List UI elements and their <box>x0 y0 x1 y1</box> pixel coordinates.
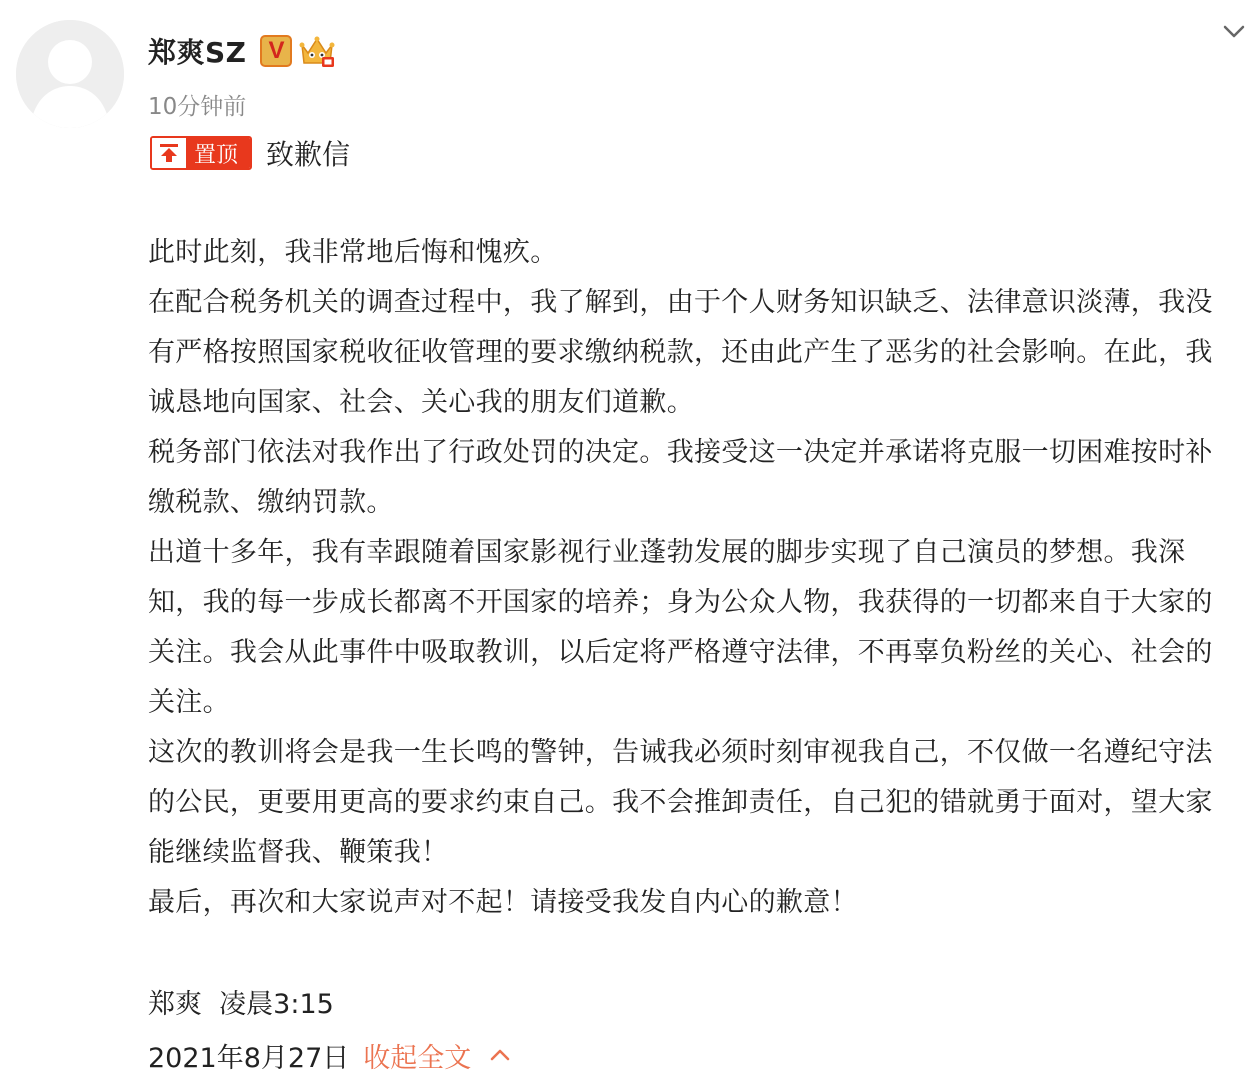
post-paragraph: 此时此刻，我非常地后悔和愧疚。 <box>148 237 558 268</box>
post-body <box>148 228 1233 928</box>
member-crown-icon[interactable] <box>298 33 336 69</box>
chevron-up-icon <box>489 1047 511 1063</box>
post-paragraph: 最后，再次和大家说声对不起！请接受我发自内心的歉意！ <box>148 887 858 918</box>
post-title-row <box>150 134 350 172</box>
verified-v-icon[interactable]: V <box>260 35 292 67</box>
collapse-full-text-button[interactable] <box>363 1036 511 1075</box>
post-paragraph: 在配合税务机关的调查过程中，我了解到，由于个人财务知识缺乏、法律意识淡薄，我没有严格按照国家税收征收管理的要求缴纳税款，还由此产生了恶劣的社会影响。在此，我诚恳地向国家、社会、关心我的朋友们道歉。 <box>148 287 1213 418</box>
post-signature: 郑爽 凌晨3:15 <box>148 989 334 1020</box>
post-date-row <box>148 1030 511 1080</box>
post-timestamp[interactable]: 10分钟前 <box>148 94 247 120</box>
chevron-down-icon[interactable] <box>1222 22 1246 42</box>
avatar-placeholder-icon <box>16 20 124 128</box>
post-date: 2021年8月27日 <box>148 1042 350 1074</box>
pin-top-icon <box>152 138 186 168</box>
post-title: 致歉信 <box>266 138 351 171</box>
pinned-badge <box>150 136 252 170</box>
username-row <box>148 28 336 74</box>
username[interactable]: 郑爽SZ <box>148 36 247 69</box>
pinned-label: 置顶 <box>186 138 250 168</box>
avatar[interactable] <box>16 20 124 128</box>
post-paragraph: 这次的教训将会是我一生长鸣的警钟，告诫我必须时刻审视我自己，不仅做一名遵纪守法的公民，更要用更高的要求约束自己。我不会推卸责任，自己犯的错就勇于面对，望大家能继续监督我、鞭策我！ <box>148 737 1213 868</box>
post-paragraph: 出道十多年，我有幸跟随着国家影视行业蓬勃发展的脚步实现了自己演员的梦想。我深知，我的每一步成长都离不开国家的培养；身为公众人物，我获得的一切都来自于大家的关注。我会从此事件中吸取教训，以后定将严格遵守法律，不再辜负粉丝的关心、社会的关注。 <box>148 537 1213 718</box>
collapse-label: 收起全文 <box>363 1042 472 1074</box>
post-paragraph: 税务部门依法对我作出了行政处罚的决定。我接受这一决定并承诺将克服一切困难按时补缴税款、缴纳罚款。 <box>148 437 1213 518</box>
